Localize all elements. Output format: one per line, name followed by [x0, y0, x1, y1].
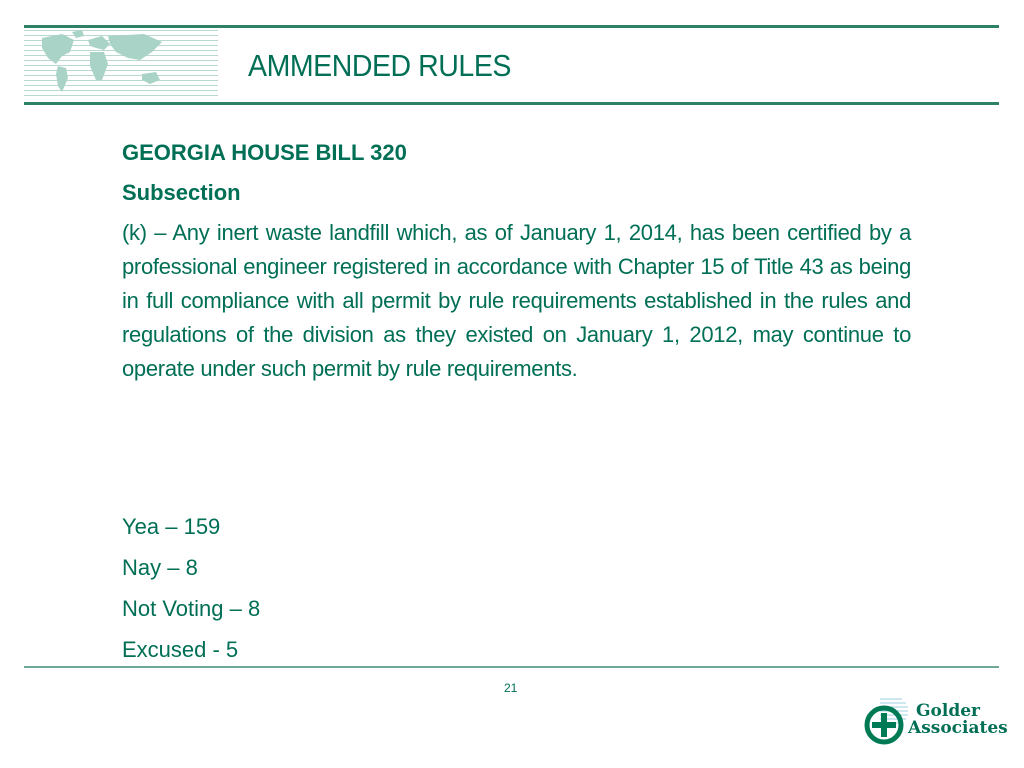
logo-line-2: Associates	[908, 718, 1008, 738]
golder-associates-logo	[862, 693, 1008, 749]
vote-not-voting: Not Voting – 8	[122, 596, 261, 621]
vote-excused: Excused - 5	[122, 637, 239, 662]
vote-tally	[122, 506, 260, 670]
world-map-graphic	[24, 30, 218, 100]
vote-nay: Nay – 8	[122, 555, 198, 580]
header-top-rule	[24, 25, 999, 28]
logo-line-1: Golder	[916, 701, 980, 721]
header-bottom-rule	[24, 102, 999, 105]
slide-title: AMMENDED RULES	[248, 48, 511, 83]
logo-wordmark	[908, 703, 1008, 737]
vote-yea: Yea – 159	[122, 514, 221, 539]
slide-body	[122, 138, 911, 386]
footer-rule	[24, 666, 999, 668]
subsection-text: (k) – Any inert waste landfill which, as of January 1, 2014, has been certified by a professional engineer registered in accordance with Chapter 15 of Title 43 as being in full compliance with all permit by rule requirements established in the rules and regulations of the division as they existed on January 1, 2012, may continue to operate under such permit by rule requirements.	[122, 220, 911, 381]
subsection-heading: Subsection	[122, 180, 241, 205]
world-map-icon	[32, 30, 182, 100]
page-number: 21	[504, 681, 518, 695]
globe-cross-icon	[862, 693, 912, 749]
bill-heading: GEORGIA HOUSE BILL 320	[122, 140, 407, 165]
